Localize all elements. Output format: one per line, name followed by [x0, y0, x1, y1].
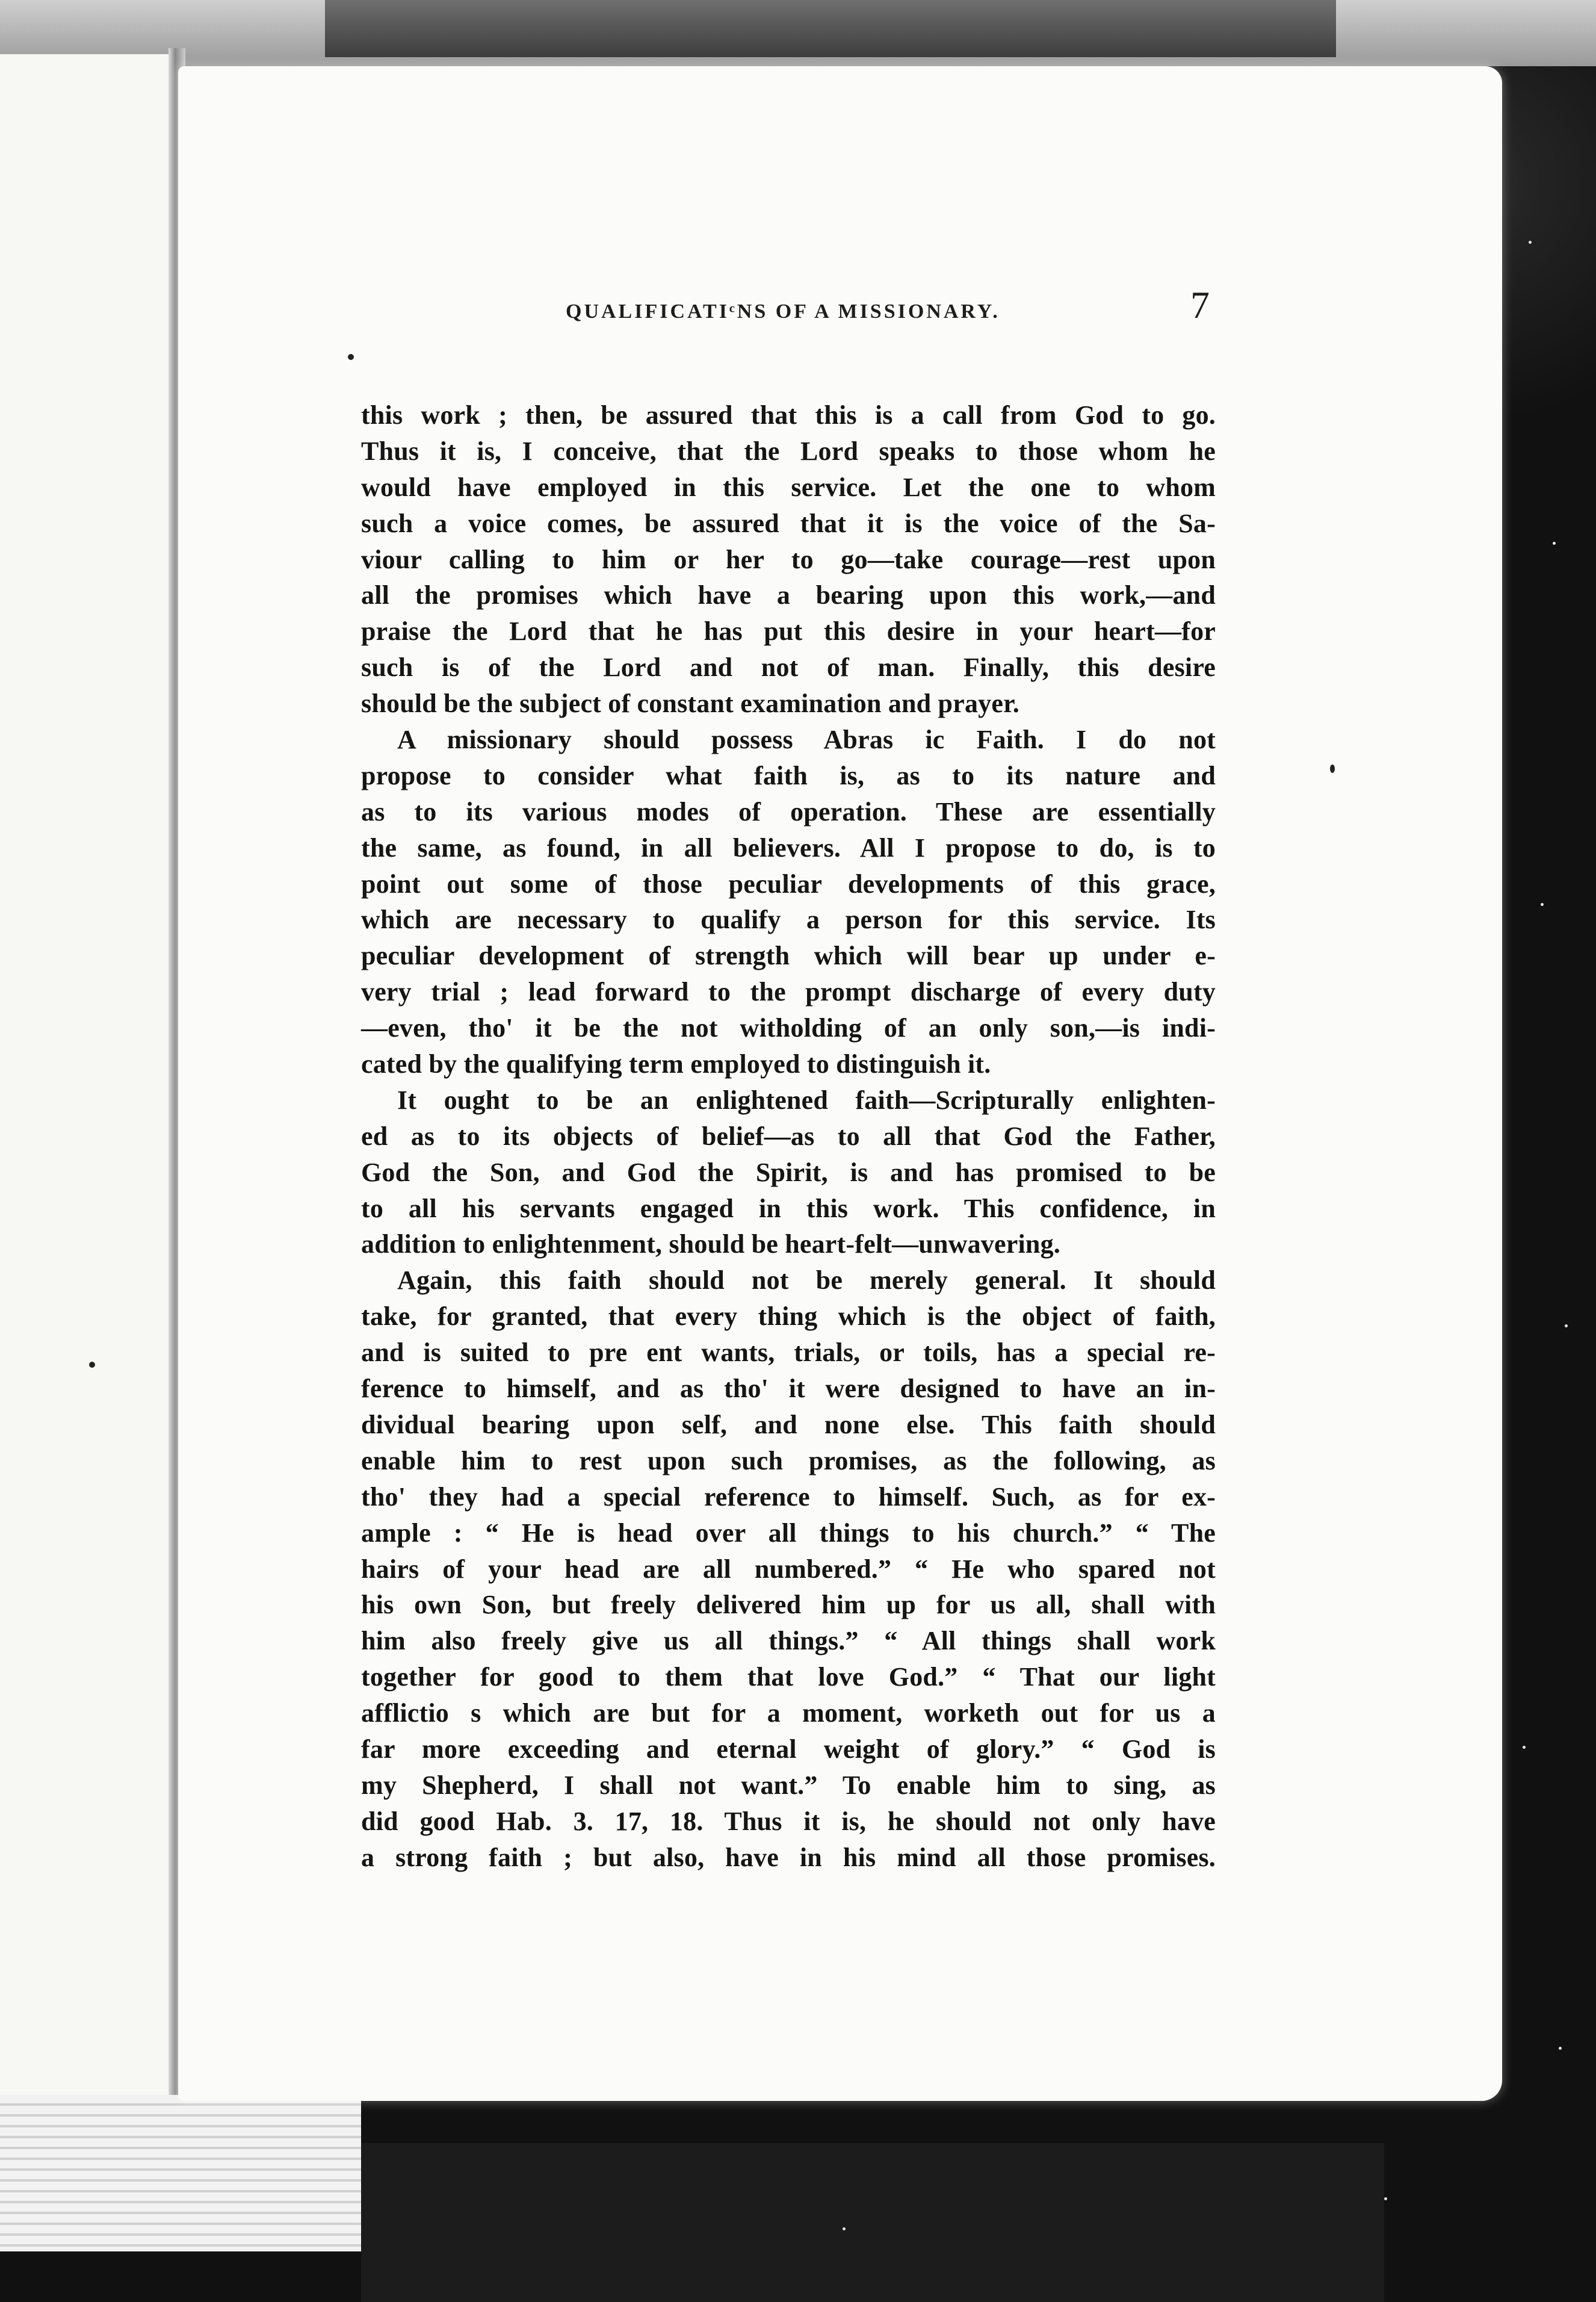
text-line: cated by the qualifying term employed to distinguish it. — [361, 1049, 991, 1079]
text-line: —even, tho' it be the not witholding of an only son,—is indi- — [361, 1013, 1216, 1043]
text-line: him also freely give us all things.” “ All things shall work — [361, 1626, 1216, 1656]
scan-bottom-edge — [0, 2095, 361, 2251]
scan-speck — [1553, 542, 1556, 545]
text-line: afflictio s which are but for a moment, worketh out for us a — [361, 1698, 1216, 1728]
running-head-title: QUALIFICATIᶜNS OF A MISSIONARY. — [566, 300, 1000, 323]
text-line: hairs of your head are all numbered.” “ He who spared not — [361, 1554, 1216, 1584]
text-line: peculiar development of strength which will bear up under e- — [361, 941, 1216, 971]
scan-bottom-shadow — [361, 2143, 1384, 2302]
text-line: A missionary should possess Abras ic Faith. I do not — [397, 725, 1216, 755]
text-line: far more exceeding and eternal weight of glory.” “ God is — [361, 1734, 1216, 1764]
scan-speck — [1541, 903, 1544, 906]
text-line: ference to himself, and as tho' it were designed to have an in- — [361, 1374, 1216, 1404]
text-line: addition to enlightenment, should be heart-felt—unwavering. — [361, 1229, 1060, 1259]
text-line: It ought to be an enlightened faith—Scripturally enlighten- — [397, 1085, 1216, 1115]
text-line: praise the Lord that he has put this desire in your heart—for — [361, 616, 1216, 647]
scan-speck — [1529, 241, 1532, 244]
text-line: did good Hab. 3. 17, 18. Thus it is, he should not only have — [361, 1806, 1216, 1836]
text-line: such a voice comes, be assured that it is the voice of the Sa- — [361, 508, 1216, 538]
text-line: viour calling to him or her to go—take courage—rest upon — [361, 544, 1216, 574]
text-line: which are necessary to qualify a person for this service. Its — [361, 905, 1216, 935]
running-head — [343, 283, 1210, 327]
text-line: enable him to rest upon such promises, as the following, as — [361, 1445, 1216, 1475]
text-line: God the Son, and God the Spirit, is and has promised to be — [361, 1157, 1216, 1187]
scan-speck — [843, 2227, 846, 2230]
text-line: his own Son, but freely delivered him up for us all, shall with — [361, 1590, 1216, 1620]
text-line: and is suited to pre ent wants, trials, or toils, has a special re- — [361, 1338, 1216, 1368]
page-number: 7 — [1190, 284, 1210, 326]
text-line: the same, as found, in all believers. All I propose to do, is to — [361, 833, 1216, 863]
scan-speck — [1384, 2197, 1387, 2200]
text-line: together for good to them that love God.” “ That our light — [361, 1662, 1216, 1692]
text-line: this work ; then, be assured that this is a call from God to go. — [361, 400, 1216, 430]
text-line: very trial ; lead forward to the prompt discharge of every duty — [361, 977, 1216, 1007]
scan-top-shadow — [325, 0, 1336, 57]
text-line: Again, this faith should not be merely general. It should — [397, 1265, 1216, 1295]
scan-speck — [1559, 2047, 1562, 2050]
scan-speck — [1523, 1746, 1526, 1749]
body-text — [361, 397, 1216, 1876]
facing-page-blank — [0, 54, 182, 2113]
margin-mark — [348, 354, 354, 360]
text-line: take, for granted, that every thing which is the object of faith, — [361, 1301, 1216, 1332]
text-line: my Shepherd, I shall not want.” To enable him to sing, as — [361, 1770, 1216, 1800]
text-line: point out some of those peculiar developments of this grace, — [361, 869, 1216, 899]
text-line: tho' they had a special reference to himself. Such, as for ex- — [361, 1481, 1216, 1512]
text-line: to all his servants engaged in this work. This confidence, in — [361, 1193, 1216, 1223]
margin-mark — [89, 1362, 95, 1368]
text-line: as to its various modes of operation. These are essentially — [361, 796, 1216, 827]
text-line: all the promises which have a bearing upon this work,—and — [361, 580, 1216, 610]
text-line: ample : “ He is head over all things to his church.” “ The — [361, 1518, 1216, 1548]
text-line: such is of the Lord and not of man. Finally, this desire — [361, 653, 1216, 683]
text-line: would have employed in this service. Let the one to whom — [361, 472, 1216, 502]
scan-speck — [1565, 1324, 1568, 1327]
text-line: should be the subject of constant examination and prayer. — [361, 689, 1019, 719]
text-line: ed as to its objects of belief—as to all that God the Father, — [361, 1121, 1216, 1151]
text-line: Thus it is, I conceive, that the Lord speaks to those whom he — [361, 436, 1216, 466]
text-line: a strong faith ; but also, have in his mind all those promises. — [361, 1842, 1216, 1872]
margin-mark — [1330, 765, 1335, 773]
text-line: propose to consider what faith is, as to its nature and — [361, 760, 1216, 790]
text-line: dividual bearing upon self, and none else. This faith should — [361, 1409, 1216, 1439]
